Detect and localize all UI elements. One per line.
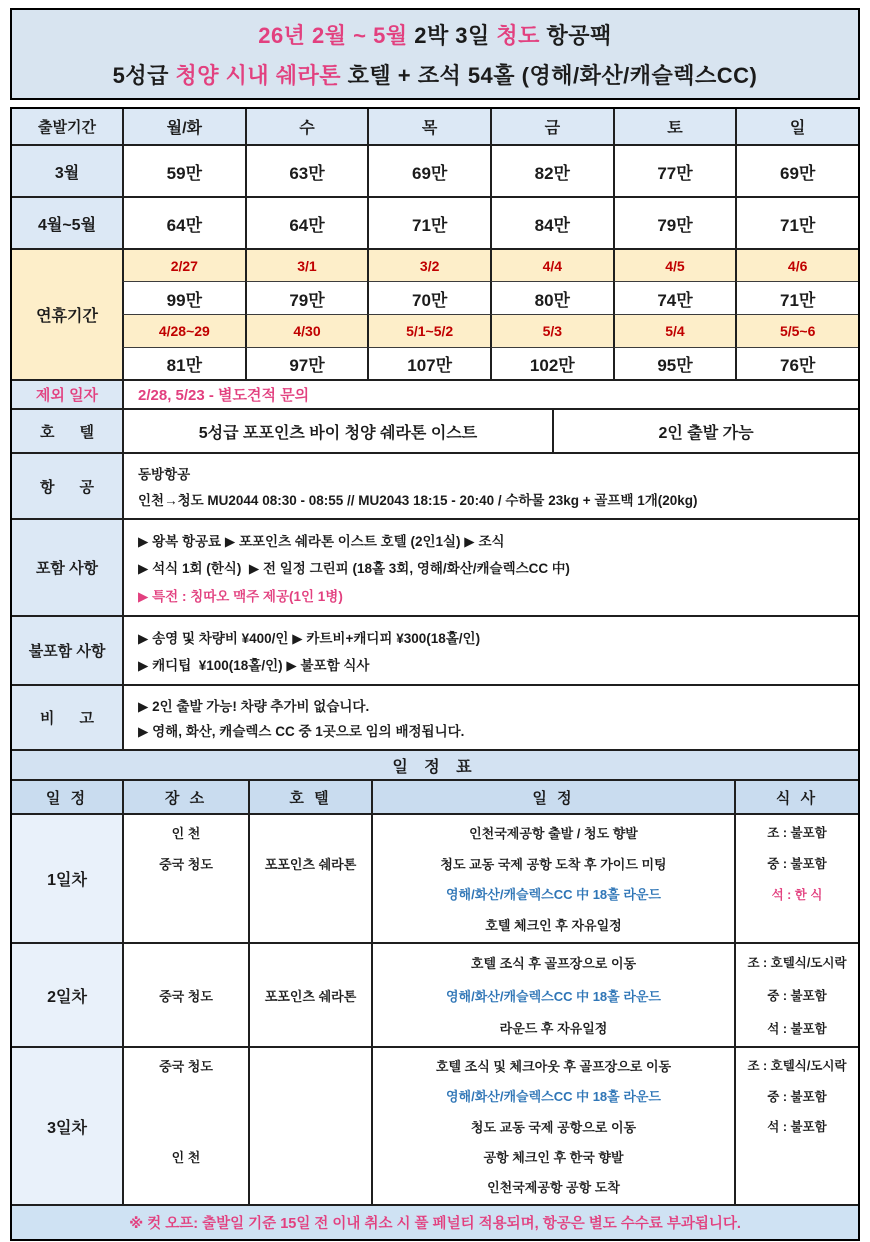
flight-row bbox=[12, 452, 858, 518]
day3-place-cell bbox=[122, 1046, 248, 1204]
column-header-departure: 출발기간 bbox=[12, 109, 122, 144]
schedule-line: 영해/화산/캐슬렉스CC 中 18홀 라운드 bbox=[446, 988, 661, 1004]
included-label: 포함 사항 bbox=[12, 518, 122, 615]
airline-name: 동방항공 bbox=[138, 467, 191, 482]
price-cell: 71만 bbox=[735, 196, 858, 248]
included-item-bonus: ▶ 특전 : 칭따오 맥주 제공(1인 1병) bbox=[138, 589, 343, 605]
place-line bbox=[124, 1111, 248, 1141]
meal-line: 중 : 불포함 bbox=[767, 989, 827, 1003]
price-month-rows bbox=[12, 144, 858, 248]
itinerary-col-hotel: 호 텔 bbox=[248, 779, 371, 813]
itinerary-day1-row bbox=[12, 813, 858, 942]
holiday-date-cell: 4/6 bbox=[735, 248, 858, 281]
holiday-date-cell: 4/28~29 bbox=[122, 314, 245, 347]
day1-hotel-cell bbox=[248, 813, 371, 942]
schedule-line: 호텔 조식 및 체크아웃 후 골프장으로 이동 bbox=[435, 1058, 672, 1074]
day3-hotel-cell bbox=[248, 1046, 371, 1204]
day3-label: 3일차 bbox=[12, 1046, 122, 1204]
holiday-date-cell: 3/2 bbox=[367, 248, 490, 281]
included-item: ▶ 왕복 항공료 ▶ 포포인츠 쉐라톤 이스트 호텔 (2인1실) ▶ 조식 bbox=[138, 533, 505, 549]
meal-line: 석 : 불포함 bbox=[767, 1021, 827, 1036]
meal-line: 중 : 불포함 bbox=[767, 1089, 827, 1104]
column-header-sat: 토 bbox=[613, 109, 736, 144]
itinerary-col-schedule: 일 정 bbox=[371, 779, 734, 813]
day2-place-cell bbox=[122, 942, 248, 1046]
holiday-date-cell: 5/3 bbox=[490, 314, 613, 347]
included-row bbox=[12, 518, 858, 615]
meal-line bbox=[736, 1172, 858, 1202]
schedule-line: 라운드 후 자유일정 bbox=[499, 1021, 608, 1037]
holiday-date-cell: 5/5~6 bbox=[735, 314, 858, 347]
place-line bbox=[124, 879, 248, 910]
not-included-item: ▶ 송영 및 차량비 ¥400/인 ▶ 카트비+캐디피 ¥300(18홀/인) bbox=[138, 630, 481, 646]
place-line: 중국 청도 bbox=[159, 988, 213, 1004]
price-cell: 79만 bbox=[613, 196, 736, 248]
place-line: 중국 청도 bbox=[159, 856, 213, 872]
excluded-dates-value: 2/28, 5/23 - 별도견적 문의 bbox=[122, 379, 858, 408]
column-header-sun: 일 bbox=[735, 109, 858, 144]
not-included-item: ▶ 캐디팁 ¥100(18홀/인) ▶ 불포함 식사 bbox=[138, 658, 370, 674]
itinerary-title-bar bbox=[12, 749, 858, 779]
remarks-item: ▶ 2인 출발 가능! 차량 추가비 없습니다. bbox=[138, 698, 370, 714]
price-cell: 59만 bbox=[122, 144, 245, 196]
hotel-line bbox=[250, 1141, 371, 1171]
hotel-line bbox=[250, 946, 371, 979]
banner-title-line2 bbox=[113, 59, 758, 90]
itinerary-title: 일 정 표 bbox=[12, 749, 858, 779]
remarks-label: 비 고 bbox=[12, 684, 122, 749]
holiday-price-block bbox=[12, 248, 858, 379]
not-included-details bbox=[122, 615, 858, 684]
hotel-label: 호 텔 bbox=[12, 408, 122, 452]
meal-line: 조 : 호텔식/도시락 bbox=[747, 1059, 847, 1074]
hotel-line: 포포인츠 쉐라톤 bbox=[264, 988, 357, 1004]
price-cell: 77만 bbox=[613, 144, 736, 196]
price-cell: 84만 bbox=[490, 196, 613, 248]
meal-line: 중 : 불포함 bbox=[767, 857, 827, 872]
price-cell: 69만 bbox=[367, 144, 490, 196]
holiday-price-cell: 71만 bbox=[735, 281, 858, 314]
holiday-date-cell: 2/27 bbox=[122, 248, 245, 281]
title-seg: 26년 2월 ~ 5월 bbox=[258, 22, 415, 48]
day2-label: 2일차 bbox=[12, 942, 122, 1046]
title-seg: 항공팩 bbox=[539, 22, 612, 48]
holiday-price-cell: 95만 bbox=[613, 347, 736, 379]
price-cell: 63만 bbox=[245, 144, 368, 196]
holiday-date-cell: 4/5 bbox=[613, 248, 736, 281]
meal-line bbox=[736, 1141, 858, 1171]
place-line bbox=[124, 1080, 248, 1110]
not-included-label: 불포함 사항 bbox=[12, 615, 122, 684]
price-cell: 69만 bbox=[735, 144, 858, 196]
schedule-line: 인천국제공항 공항 도착 bbox=[487, 1180, 620, 1196]
holiday-price-cell: 99만 bbox=[122, 281, 245, 314]
day2-meal-cell bbox=[734, 942, 858, 1046]
holiday-price-cell: 97만 bbox=[245, 347, 368, 379]
schedule-line: 공항 체크인 후 한국 향발 bbox=[483, 1149, 624, 1165]
column-header-fri: 금 bbox=[490, 109, 613, 144]
itinerary-header-row bbox=[12, 779, 858, 813]
price-cell: 82만 bbox=[490, 144, 613, 196]
hotel-line bbox=[250, 1050, 371, 1080]
schedule-line: 인천국제공항 출발 / 청도 향발 bbox=[469, 825, 638, 841]
place-line bbox=[124, 1011, 248, 1044]
not-included-row bbox=[12, 615, 858, 684]
schedule-line: 청도 교동 국제 공항 도착 후 가이드 미팅 bbox=[440, 856, 667, 872]
itinerary-col-place: 장 소 bbox=[122, 779, 248, 813]
hotel-line bbox=[250, 817, 371, 848]
title-seg: 호텔 + 조석 54홀 (영해/화산/캐슬렉스CC) bbox=[341, 62, 758, 88]
row-label-holiday: 연휴기간 bbox=[12, 248, 122, 379]
meal-line: 석 : 한 식 bbox=[771, 887, 823, 902]
title-seg: 청양 시내 쉐라톤 bbox=[175, 62, 342, 88]
row-label-apr-may: 4월~5월 bbox=[12, 196, 122, 248]
itinerary-col-day: 일 정 bbox=[12, 779, 122, 813]
hotel-line bbox=[250, 879, 371, 910]
hotel-departure-note: 2인 출발 가능 bbox=[552, 408, 858, 452]
day2-schedule-cell bbox=[371, 942, 734, 1046]
day3-schedule-cell bbox=[371, 1046, 734, 1204]
place-line bbox=[124, 909, 248, 940]
package-table bbox=[10, 107, 860, 1241]
day2-hotel-cell bbox=[248, 942, 371, 1046]
holiday-price-cell: 74만 bbox=[613, 281, 736, 314]
day1-schedule-cell bbox=[371, 813, 734, 942]
place-line bbox=[124, 1172, 248, 1202]
remarks-row bbox=[12, 684, 858, 749]
banner-title-line1 bbox=[258, 19, 612, 50]
itinerary-day3-row bbox=[12, 1046, 858, 1204]
excluded-dates-label: 제외 일자 bbox=[12, 379, 122, 408]
holiday-date-cell: 3/1 bbox=[245, 248, 368, 281]
place-line: 인 천 bbox=[171, 1149, 201, 1165]
price-cell: 64만 bbox=[122, 196, 245, 248]
day1-place-cell bbox=[122, 813, 248, 942]
column-header-mon-tue: 월/화 bbox=[122, 109, 245, 144]
row-label-march: 3월 bbox=[12, 144, 122, 196]
title-seg: 청도 bbox=[496, 22, 540, 48]
title-seg: 2박 3일 bbox=[414, 22, 497, 48]
column-header-wed: 수 bbox=[245, 109, 368, 144]
day3-meal-cell bbox=[734, 1046, 858, 1204]
schedule-line: 영해/화산/캐슬렉스CC 中 18홀 라운드 bbox=[446, 887, 661, 903]
day1-meal-cell bbox=[734, 813, 858, 942]
remarks-item: ▶ 영해, 화산, 캐슬렉스 CC 중 1곳으로 임의 배정됩니다. bbox=[138, 724, 465, 740]
meal-line: 조 : 호텔식/도시락 bbox=[747, 956, 847, 971]
hotel-row bbox=[12, 408, 858, 452]
hotel-line bbox=[250, 1172, 371, 1202]
flight-schedule: 인천→청도 MU2044 08:30 - 08:55 // MU2043 18:15 - 20:40 / 수하물 23kg + 골프백 1개(20kg) bbox=[138, 493, 698, 508]
holiday-date-cell: 5/4 bbox=[613, 314, 736, 347]
holiday-price-cell: 80만 bbox=[490, 281, 613, 314]
day1-label: 1일차 bbox=[12, 813, 122, 942]
excluded-dates-row bbox=[12, 379, 858, 408]
meal-line: 조 : 불포함 bbox=[767, 826, 827, 841]
place-line bbox=[124, 946, 248, 979]
price-table-header-row bbox=[12, 109, 858, 144]
meal-line: 석 : 불포함 bbox=[767, 1120, 827, 1135]
schedule-line: 영해/화산/캐슬렉스CC 中 18홀 라운드 bbox=[446, 1089, 661, 1105]
footer-note-row bbox=[12, 1204, 858, 1239]
title-banner bbox=[10, 8, 860, 100]
hotel-line: 포포인츠 쉐라톤 bbox=[264, 856, 357, 872]
holiday-price-cell: 70만 bbox=[367, 281, 490, 314]
itinerary-day2-row bbox=[12, 942, 858, 1046]
hotel-name: 5성급 포포인츠 바이 청양 쉐라톤 이스트 bbox=[122, 408, 552, 452]
hotel-line bbox=[250, 1011, 371, 1044]
schedule-line: 청도 교동 국제 공항으로 이동 bbox=[470, 1119, 637, 1135]
cutoff-note: ※ 컷 오프: 출발일 기준 15일 전 이내 취소 시 풀 페널티 적용되며, 항공은 별도 수수료 부과됩니다. bbox=[12, 1204, 858, 1239]
schedule-line: 호텔 조식 후 골프장으로 이동 bbox=[470, 955, 637, 971]
place-line: 인 천 bbox=[171, 825, 201, 841]
remarks-details bbox=[122, 684, 858, 749]
holiday-date-cell: 4/4 bbox=[490, 248, 613, 281]
column-header-thu: 목 bbox=[367, 109, 490, 144]
place-line: 중국 청도 bbox=[159, 1058, 213, 1074]
holiday-price-cell: 79만 bbox=[245, 281, 368, 314]
hotel-line bbox=[250, 909, 371, 940]
meal-line bbox=[736, 909, 858, 940]
price-cell: 64만 bbox=[245, 196, 368, 248]
itinerary-col-meal: 식 사 bbox=[734, 779, 858, 813]
included-item: ▶ 석식 1회 (한식) ▶ 전 일정 그린피 (18홀 3회, 영해/화산/캐슬렉스CC 中) bbox=[138, 561, 570, 577]
holiday-price-cell: 81만 bbox=[122, 347, 245, 379]
price-cell: 71만 bbox=[367, 196, 490, 248]
title-seg: 5성급 bbox=[112, 62, 176, 88]
flight-label: 항 공 bbox=[12, 452, 122, 518]
hotel-line bbox=[250, 1080, 371, 1110]
schedule-line: 호텔 체크인 후 자유일정 bbox=[485, 918, 622, 934]
holiday-price-cell: 102만 bbox=[490, 347, 613, 379]
hotel-line bbox=[250, 1111, 371, 1141]
holiday-price-cell: 76만 bbox=[735, 347, 858, 379]
holiday-price-cell: 107만 bbox=[367, 347, 490, 379]
included-details bbox=[122, 518, 858, 615]
holiday-date-cell: 5/1~5/2 bbox=[367, 314, 490, 347]
flight-details bbox=[122, 452, 858, 518]
holiday-date-cell: 4/30 bbox=[245, 314, 368, 347]
